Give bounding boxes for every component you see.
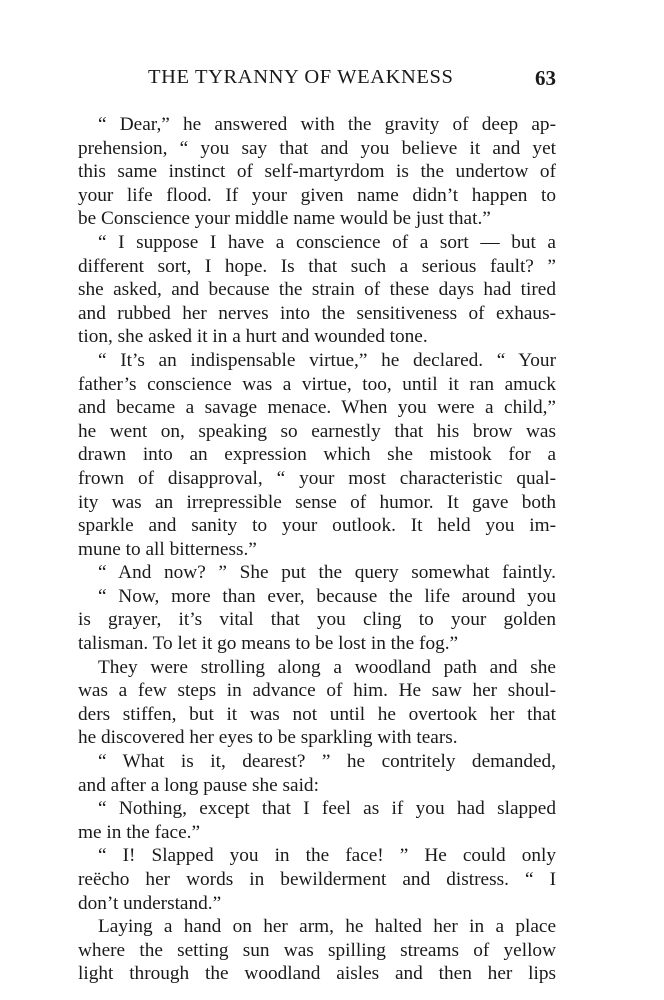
text-line: ders stiffen, but it was not until he overtook her that <box>78 703 556 725</box>
text-line: “ What is it, dearest? ” he contritely demanded, <box>98 751 556 773</box>
text-line: be Conscience your middle name would be just that.” <box>78 208 491 230</box>
text-line: prehension, “ you say that and you believe it and yet <box>78 137 556 159</box>
text-line: reëcho her words in bewilderment and distress. “ I <box>78 869 556 890</box>
text-line: “ Dear,” he answered with the gravity of deep ap- <box>98 114 556 135</box>
text-line: this same instinct of self-martyrdom is the undertow of <box>78 161 556 183</box>
text-line: different sort, I hope. Is that such a serious fault? ” <box>78 255 556 277</box>
text-line: sparkle and sanity to your outlook. It held you im- <box>78 515 556 537</box>
text-line: “ Now, more than ever, because the life around you <box>98 585 556 607</box>
text-line: don’t understand.” <box>78 892 222 914</box>
body-text <box>78 113 556 986</box>
text-line: mune to all bitterness.” <box>78 538 257 560</box>
text-line: your life flood. If your given name didn’t happen to <box>78 184 556 206</box>
page-number: 63 <box>535 66 556 90</box>
text-line: and after a long pause she said: <box>78 774 319 796</box>
text-line: “ And now? ” She put the query somewhat faintly. <box>98 562 556 584</box>
text-line: “ Nothing, except that I feel as if you had slapped <box>98 798 556 820</box>
text-line: me in the face.” <box>78 821 201 843</box>
text-line: talisman. To let it go means to be lost in the fog.” <box>78 633 459 655</box>
text-line: was a few steps in advance of him. He saw her shoul- <box>78 680 556 702</box>
text-line: drawn into an expression which she mistook for a <box>78 444 556 466</box>
running-head <box>78 66 556 94</box>
text-line: They were strolling along a woodland path and she <box>98 656 556 678</box>
text-line: frown of disapproval, “ your most characteristic qual- <box>78 467 556 489</box>
text-line: he discovered her eyes to be sparkling with tears. <box>78 727 458 749</box>
text-line: “ I suppose I have a conscience of a sort — but a <box>98 231 556 253</box>
text-line: ity was an irrepressible sense of humor. It gave both <box>78 491 556 513</box>
text-line: tion, she asked it in a hurt and wounded tone. <box>78 326 428 348</box>
text-line: father’s conscience was a virtue, too, until it ran amuck <box>78 373 556 395</box>
text-line: Laying a hand on her arm, he halted her in a place <box>98 916 556 938</box>
text-line: and became a savage menace. When you were a child,” <box>78 397 556 419</box>
text-line: and rubbed her nerves into the sensitiveness of exhaus- <box>78 302 556 324</box>
text-line: where the setting sun was spilling streams of yellow <box>78 939 556 961</box>
text-line: “ It’s an indispensable virtue,” he declared. “ Your <box>98 349 556 371</box>
text-line: “ I! Slapped you in the face! ” He could only <box>98 845 556 867</box>
text-line: he went on, speaking so earnestly that his brow was <box>78 420 556 442</box>
text-line: light through the woodland aisles and then her lips <box>78 963 556 985</box>
running-title: THE TYRANNY OF WEAKNESS <box>148 66 454 88</box>
text-line: she asked, and because the strain of these days had tired <box>78 279 556 301</box>
text-line: is grayer, it’s vital that you cling to your golden <box>78 609 556 631</box>
